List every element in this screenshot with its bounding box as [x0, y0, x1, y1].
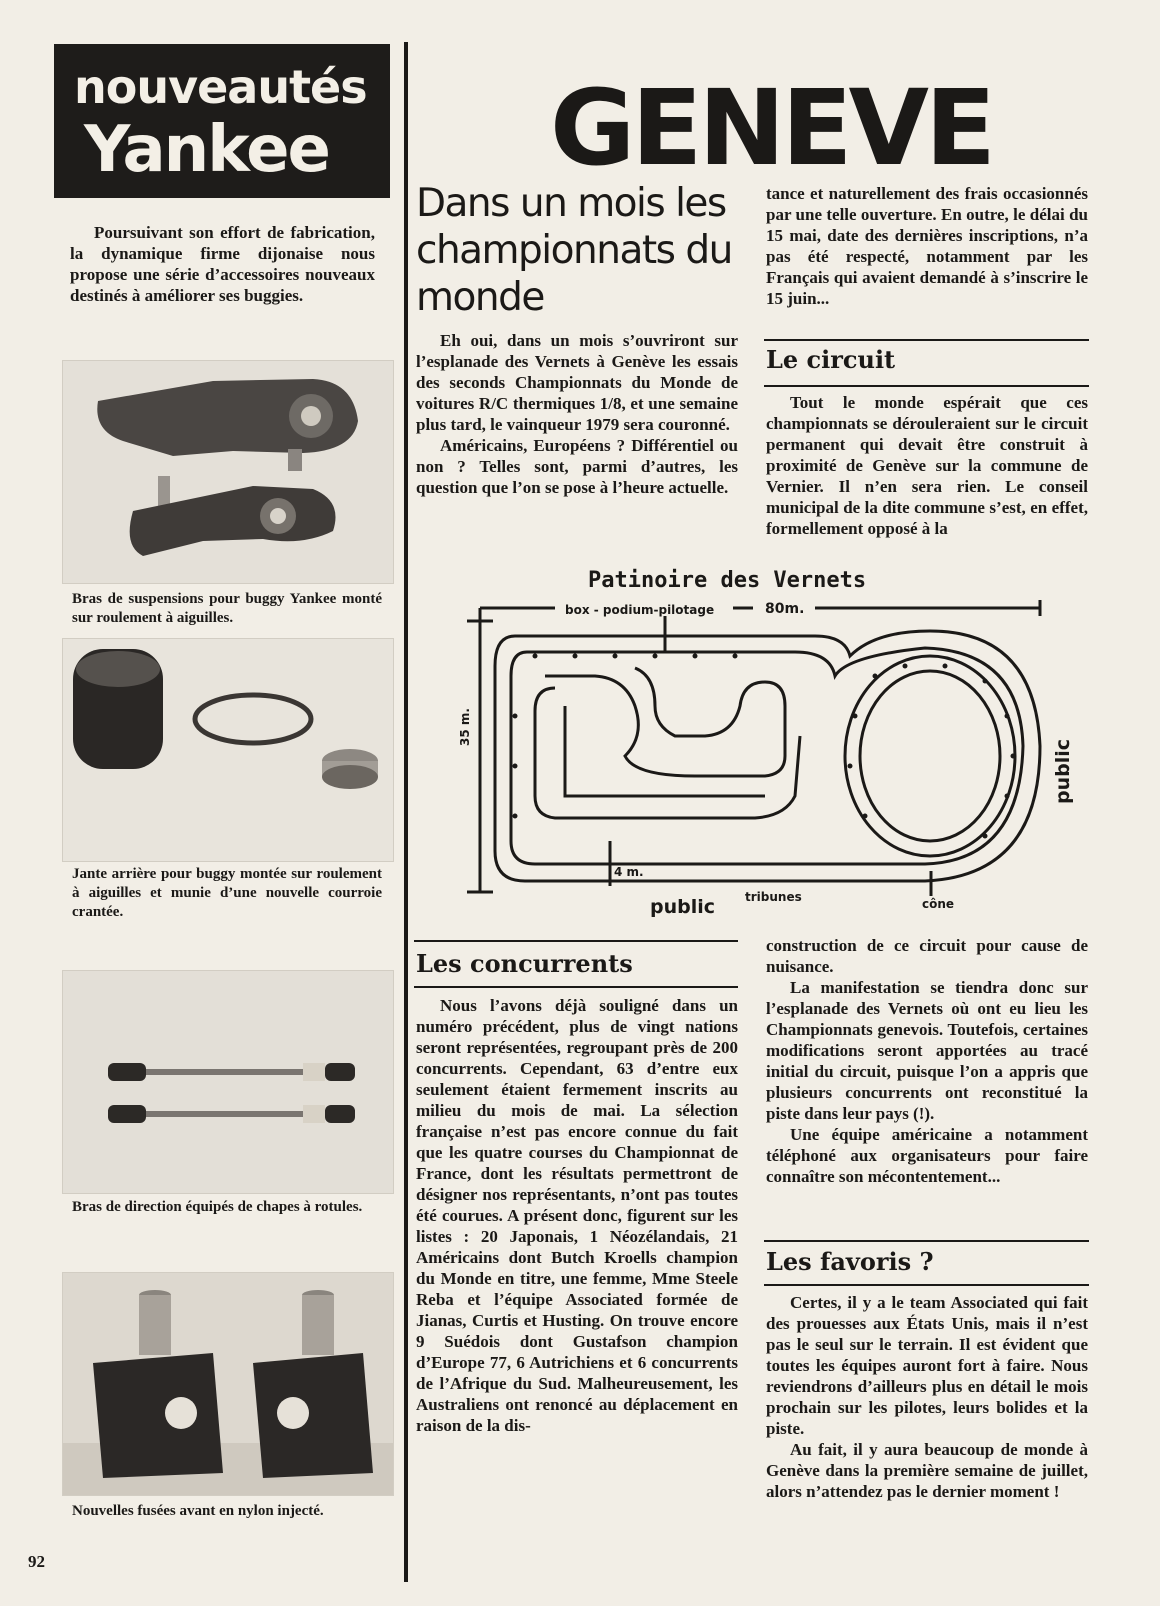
intro-paragraph: Poursuivant son effort de fabrication, la dynamique firme dijonaise nous propose une série d’accessoires nouveaux destinés à améliorer ses buggies. — [70, 223, 375, 305]
section-header-box — [54, 44, 390, 198]
map-tribunes-label: tribunes — [745, 890, 802, 904]
header-line-1: nouveautés — [74, 60, 367, 114]
rule-concurrents-bottom — [414, 986, 738, 988]
caption-suspension-arms: Bras de suspensions pour buggy Yankee monté sur roulement à aiguilles. — [72, 591, 382, 626]
concurrents-text — [416, 995, 738, 1436]
rule-circuit-top — [764, 339, 1089, 341]
track-map — [455, 596, 1095, 926]
favoris-text — [766, 1292, 1088, 1502]
page-number: 92 — [28, 1552, 45, 1571]
circuit-paragraph-1: Tout le monde espérait que ces championnats se dérouleraient sur le circuit permanent qui devait être construit à proximité de Genève sur la commune de Vernier. Il n’en sera rien. Le conseil municipal de la dite commune s’est, en effet, formellement opposé à la — [766, 393, 1088, 538]
concurrents-paragraph: Nous l’avons déjà souligné dans un numéro précédent, plus de vingt nations seront représentées, regroupant près de 200 concurrents. Cependant, 63 d’entre eux seulement étaient fermement inscrits au milieu du mois de mai. La sélection française n’est pas encore connue du fait que les quatre courses du Championnat de France, dont les résultats permettront de désigner nos représentants, n’ont pas toutes été courues. A présent donc, figurent sur les listes : 20 Japonais, 1 Néozélandais, 21 Américains dont Butch Kroells champion du Monde en titre, une femme, Mme Steele Reba et l’équipe Associated formée de Jianas, Curtis et Husting. On trouve encore 9 Suédois dont Gustafson champion d’Europe 77, 6 Autrichiens et 6 concurrents de l’Afrique du Sud. Malheureusement, les Australiens ont renoncé au déplacement en raison de la dis- — [416, 996, 738, 1435]
photo-front-spindles — [62, 1272, 394, 1496]
favoris-paragraph-2: Au fait, il y aura beaucoup de monde à Genève dans la première semaine de juillet, alors n’attendez pas le dernier moment ! — [766, 1440, 1088, 1501]
favoris-paragraph-1: Certes, il y a le team Associated qui fait des prouesses aux États Unis, mais il n’est pas le seul sur le terrain. Il est évident que toutes les équipes auront fort à faire. Nous reviendrons d’ailleurs plus en détail le mois prochain sur les pilotes, leurs bolides et la piste. — [766, 1293, 1088, 1438]
heading-circuit: Le circuit — [766, 345, 896, 374]
rule-circuit-bottom — [764, 385, 1089, 387]
caption-rear-rim: Jante arrière pour buggy montée sur roulement à aiguilles et munie d’une nouvelle courroie crantée. — [72, 866, 382, 920]
map-box-label: box - podium-pilotage — [565, 603, 715, 617]
map-public-bottom: public — [650, 896, 716, 918]
map-cone-label: cône — [922, 897, 955, 911]
lead-paragraph-1: Eh oui, dans un mois s’ouvriront sur l’esplanade des Vernets à Genève les essais des seconds Championnats du Monde de voitures R/C thermiques 1/8, et une semaine plus tard, le vainqueur 1979 sera couronné. — [416, 331, 738, 434]
article-title: GENEVE — [550, 67, 993, 189]
rule-concurrents-top — [414, 940, 738, 942]
circuit-continued-text — [766, 935, 1088, 1187]
rule-favoris-bottom — [764, 1284, 1089, 1286]
circuit-continued: construction de ce circuit pour cause de nuisance. — [766, 936, 1088, 976]
map-gap-label: 4 m. — [614, 865, 644, 879]
photo-steering-rods — [62, 970, 394, 1194]
rule-favoris-top — [764, 1240, 1089, 1242]
map-public-right: public — [1052, 738, 1074, 804]
lead-paragraph-2: Américains, Européens ? Différentiel ou non ? Telles sont, parmi d’autres, les question que l’on se pose à l’heure actuelle. — [416, 436, 738, 497]
photo-suspension-arms — [62, 360, 394, 584]
article-subtitle: Dans un mois les championnats du monde — [416, 181, 732, 320]
header-line-2: Yankee — [84, 113, 329, 187]
lead-text — [416, 330, 738, 498]
caption-front-spindles: Nouvelles fusées avant en nylon injecté. — [72, 1503, 324, 1519]
map-height-label: 35 m. — [458, 708, 472, 746]
column-divider — [404, 42, 408, 1582]
map-title: Patinoire des Vernets — [588, 568, 867, 593]
caption-steering-rods: Bras de direction équipés de chapes à rotules. — [72, 1199, 363, 1215]
circuit-paragraph-3: Une équipe américaine a notamment téléphoné aux organisateurs pour faire connaître son mécontentement... — [766, 1125, 1088, 1186]
heading-favoris: Les favoris ? — [766, 1247, 934, 1276]
right-column-top — [766, 183, 1088, 309]
map-width-label: 80m. — [765, 601, 805, 617]
heading-concurrents: Les concurrents — [416, 949, 633, 978]
continuation-paragraph: tance et naturellement des frais occasionnés par une telle ouverture. En outre, le délai du 15 mai, date des dernières inscriptions, n’a pas été respecté, notamment par les Français qui avaient demandé à s’inscrire le 15 juin... — [766, 184, 1088, 308]
circuit-text — [766, 392, 1088, 539]
photo-rear-rim — [62, 638, 394, 862]
circuit-paragraph-2: La manifestation se tiendra donc sur l’esplanade des Vernets où ont eu lieu les Championnats genevois. Toutefois, certaines modifications seront apportées au tracé initial du circuit, puisque l’on a appris que plusieurs concurrents ont reconstitué la piste dans leur pays (!). — [766, 978, 1088, 1123]
